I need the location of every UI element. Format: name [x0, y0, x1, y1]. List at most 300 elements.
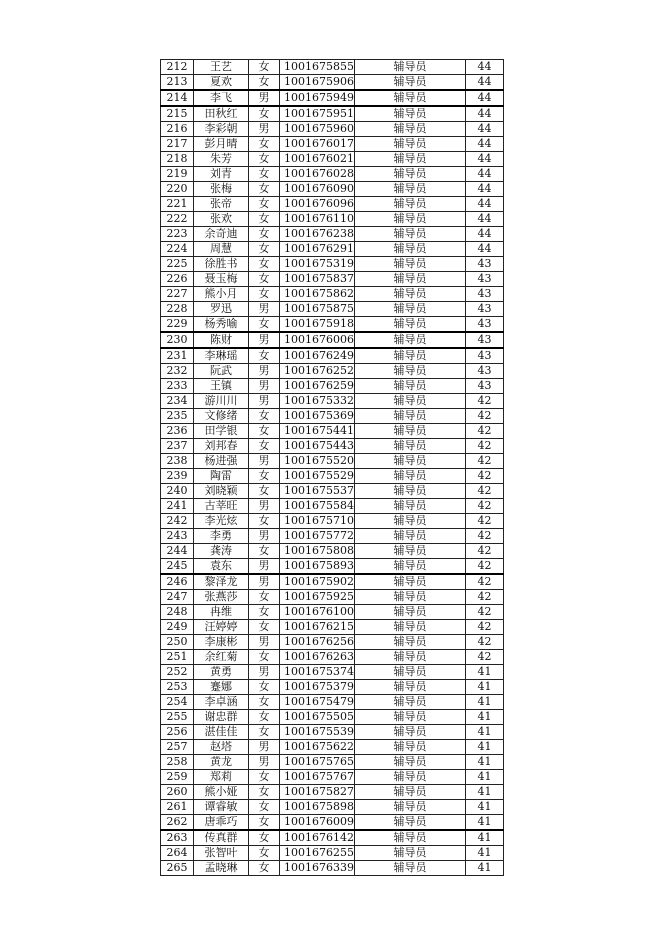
score-cell: 41 — [466, 725, 504, 740]
name-cell: 游川川 — [194, 394, 249, 409]
table-row — [161, 635, 504, 650]
gender-cell: 女 — [249, 60, 280, 75]
role-cell: 辅导员 — [355, 544, 466, 559]
role-cell: 辅导员 — [355, 167, 466, 182]
id-cell: 1001675837 — [280, 272, 355, 287]
role-cell: 辅导员 — [355, 364, 466, 379]
name-cell: 余红菊 — [194, 650, 249, 665]
gender-cell: 女 — [249, 409, 280, 424]
score-cell: 44 — [466, 212, 504, 227]
score-cell: 44 — [466, 242, 504, 257]
name-cell: 李光炫 — [194, 514, 249, 529]
table-row — [161, 454, 504, 469]
row-number: 228 — [161, 302, 194, 317]
id-cell: 1001675898 — [280, 800, 355, 815]
table-row — [161, 60, 504, 75]
table-row — [161, 514, 504, 529]
score-cell: 42 — [466, 469, 504, 484]
role-cell: 辅导员 — [355, 137, 466, 152]
id-cell: 1001676263 — [280, 650, 355, 665]
id-cell: 1001675862 — [280, 287, 355, 302]
name-cell: 张智叶 — [194, 846, 249, 861]
row-number: 250 — [161, 635, 194, 650]
row-number: 234 — [161, 394, 194, 409]
row-number: 213 — [161, 75, 194, 91]
name-cell: 余奇迪 — [194, 227, 249, 242]
table-row — [161, 529, 504, 544]
row-number: 256 — [161, 725, 194, 740]
name-cell: 传真群 — [194, 830, 249, 846]
score-cell: 41 — [466, 710, 504, 725]
score-cell: 41 — [466, 800, 504, 815]
table-row — [161, 212, 504, 227]
name-cell: 李琳瑶 — [194, 348, 249, 364]
id-cell: 1001675622 — [280, 740, 355, 755]
name-cell: 赵塔 — [194, 740, 249, 755]
table-row — [161, 348, 504, 364]
table-row — [161, 317, 504, 333]
gender-cell: 男 — [249, 635, 280, 650]
score-cell: 42 — [466, 499, 504, 514]
gender-cell: 女 — [249, 197, 280, 212]
name-cell: 李彩朝 — [194, 122, 249, 137]
role-cell: 辅导员 — [355, 725, 466, 740]
score-cell: 42 — [466, 514, 504, 529]
name-cell: 李飞 — [194, 90, 249, 106]
row-number: 215 — [161, 106, 194, 122]
table-row — [161, 590, 504, 605]
gender-cell: 女 — [249, 167, 280, 182]
role-cell: 辅导员 — [355, 75, 466, 91]
role-cell: 辅导员 — [355, 710, 466, 725]
role-cell: 辅导员 — [355, 529, 466, 544]
table-row — [161, 469, 504, 484]
table-row — [161, 424, 504, 439]
name-cell: 龚涛 — [194, 544, 249, 559]
table-row — [161, 242, 504, 257]
table-row — [161, 710, 504, 725]
id-cell: 1001675765 — [280, 755, 355, 770]
gender-cell: 女 — [249, 227, 280, 242]
row-number: 222 — [161, 212, 194, 227]
table-row — [161, 409, 504, 424]
table-row — [161, 650, 504, 665]
name-cell: 罗迅 — [194, 302, 249, 317]
role-cell: 辅导员 — [355, 106, 466, 122]
gender-cell: 女 — [249, 605, 280, 620]
score-cell: 41 — [466, 846, 504, 861]
table-row — [161, 106, 504, 122]
table-row — [161, 379, 504, 394]
row-number: 255 — [161, 710, 194, 725]
score-cell: 42 — [466, 439, 504, 454]
score-cell: 42 — [466, 605, 504, 620]
gender-cell: 女 — [249, 590, 280, 605]
name-cell: 彭月晴 — [194, 137, 249, 152]
name-cell: 周慧 — [194, 242, 249, 257]
name-cell: 谢忠群 — [194, 710, 249, 725]
id-cell: 1001676215 — [280, 620, 355, 635]
table-row — [161, 815, 504, 831]
row-number: 254 — [161, 695, 194, 710]
gender-cell: 男 — [249, 394, 280, 409]
name-cell: 黄龙 — [194, 755, 249, 770]
role-cell: 辅导员 — [355, 620, 466, 635]
gender-cell: 男 — [249, 90, 280, 106]
table-row — [161, 800, 504, 815]
gender-cell: 女 — [249, 317, 280, 333]
name-cell: 熊小娅 — [194, 785, 249, 800]
name-cell: 张燕莎 — [194, 590, 249, 605]
score-cell: 43 — [466, 379, 504, 394]
row-number: 240 — [161, 484, 194, 499]
name-cell: 郑莉 — [194, 770, 249, 785]
row-number: 212 — [161, 60, 194, 75]
name-cell: 张梅 — [194, 182, 249, 197]
row-number: 226 — [161, 272, 194, 287]
role-cell: 辅导员 — [355, 665, 466, 680]
id-cell: 1001675319 — [280, 257, 355, 272]
id-cell: 1001675710 — [280, 514, 355, 529]
id-cell: 1001675827 — [280, 785, 355, 800]
name-cell: 张帝 — [194, 197, 249, 212]
id-cell: 1001676006 — [280, 332, 355, 348]
gender-cell: 女 — [249, 695, 280, 710]
role-cell: 辅导员 — [355, 409, 466, 424]
id-cell: 1001675951 — [280, 106, 355, 122]
role-cell: 辅导员 — [355, 469, 466, 484]
score-cell: 42 — [466, 484, 504, 499]
id-cell: 1001676238 — [280, 227, 355, 242]
id-cell: 1001676291 — [280, 242, 355, 257]
name-cell: 朱芳 — [194, 152, 249, 167]
gender-cell: 女 — [249, 710, 280, 725]
gender-cell: 男 — [249, 364, 280, 379]
row-number: 264 — [161, 846, 194, 861]
role-cell: 辅导员 — [355, 60, 466, 75]
row-number: 253 — [161, 680, 194, 695]
row-number: 243 — [161, 529, 194, 544]
row-number: 224 — [161, 242, 194, 257]
role-cell: 辅导员 — [355, 740, 466, 755]
role-cell: 辅导员 — [355, 394, 466, 409]
gender-cell: 女 — [249, 815, 280, 831]
table-row — [161, 257, 504, 272]
id-cell: 1001675772 — [280, 529, 355, 544]
row-number: 223 — [161, 227, 194, 242]
gender-cell: 女 — [249, 212, 280, 227]
id-cell: 1001675374 — [280, 665, 355, 680]
table-row — [161, 755, 504, 770]
row-number: 249 — [161, 620, 194, 635]
gender-cell: 女 — [249, 469, 280, 484]
gender-cell: 女 — [249, 514, 280, 529]
gender-cell: 女 — [249, 439, 280, 454]
table-row — [161, 75, 504, 91]
gender-cell: 女 — [249, 287, 280, 302]
gender-cell: 女 — [249, 846, 280, 861]
row-number: 214 — [161, 90, 194, 106]
role-cell: 辅导员 — [355, 770, 466, 785]
name-cell: 李卓涵 — [194, 695, 249, 710]
gender-cell: 女 — [249, 725, 280, 740]
role-cell: 辅导员 — [355, 514, 466, 529]
role-cell: 辅导员 — [355, 439, 466, 454]
score-cell: 44 — [466, 137, 504, 152]
score-cell: 44 — [466, 75, 504, 91]
row-number: 261 — [161, 800, 194, 815]
row-number: 252 — [161, 665, 194, 680]
id-cell: 1001675441 — [280, 424, 355, 439]
name-cell: 文修绪 — [194, 409, 249, 424]
name-cell: 袁东 — [194, 559, 249, 575]
gender-cell: 女 — [249, 484, 280, 499]
role-cell: 辅导员 — [355, 227, 466, 242]
score-cell: 42 — [466, 409, 504, 424]
gender-cell: 男 — [249, 499, 280, 514]
name-cell: 夏欢 — [194, 75, 249, 91]
role-cell: 辅导员 — [355, 424, 466, 439]
row-number: 263 — [161, 830, 194, 846]
role-cell: 辅导员 — [355, 302, 466, 317]
name-cell: 湛佳佳 — [194, 725, 249, 740]
score-cell: 42 — [466, 394, 504, 409]
table-row — [161, 605, 504, 620]
name-cell: 田秋红 — [194, 106, 249, 122]
score-cell: 41 — [466, 695, 504, 710]
row-number: 227 — [161, 287, 194, 302]
gender-cell: 男 — [249, 302, 280, 317]
row-number: 221 — [161, 197, 194, 212]
score-cell: 44 — [466, 122, 504, 137]
role-cell: 辅导员 — [355, 680, 466, 695]
score-cell: 41 — [466, 755, 504, 770]
row-number: 229 — [161, 317, 194, 333]
id-cell: 1001675855 — [280, 60, 355, 75]
id-cell: 1001676028 — [280, 167, 355, 182]
id-cell: 1001675902 — [280, 574, 355, 590]
score-cell: 41 — [466, 830, 504, 846]
role-cell: 辅导员 — [355, 212, 466, 227]
id-cell: 1001675767 — [280, 770, 355, 785]
row-number: 259 — [161, 770, 194, 785]
score-cell: 43 — [466, 348, 504, 364]
score-cell: 44 — [466, 60, 504, 75]
role-cell: 辅导员 — [355, 454, 466, 469]
score-cell: 43 — [466, 317, 504, 333]
id-cell: 1001675479 — [280, 695, 355, 710]
id-cell: 1001675893 — [280, 559, 355, 575]
score-cell: 42 — [466, 544, 504, 559]
score-cell: 43 — [466, 302, 504, 317]
name-cell: 冉维 — [194, 605, 249, 620]
score-cell: 41 — [466, 770, 504, 785]
id-cell: 1001675539 — [280, 725, 355, 740]
score-cell: 42 — [466, 424, 504, 439]
score-cell: 41 — [466, 861, 504, 876]
id-cell: 1001676021 — [280, 152, 355, 167]
name-cell: 陈财 — [194, 332, 249, 348]
role-cell: 辅导员 — [355, 800, 466, 815]
name-cell: 阮武 — [194, 364, 249, 379]
score-cell: 43 — [466, 364, 504, 379]
table-row — [161, 394, 504, 409]
role-cell: 辅导员 — [355, 90, 466, 106]
gender-cell: 男 — [249, 332, 280, 348]
score-cell: 44 — [466, 182, 504, 197]
id-cell: 1001676255 — [280, 846, 355, 861]
gender-cell: 女 — [249, 137, 280, 152]
table-row — [161, 499, 504, 514]
table-row — [161, 620, 504, 635]
table-row — [161, 544, 504, 559]
gender-cell: 女 — [249, 620, 280, 635]
role-cell: 辅导员 — [355, 332, 466, 348]
row-number: 217 — [161, 137, 194, 152]
gender-cell: 女 — [249, 348, 280, 364]
role-cell: 辅导员 — [355, 484, 466, 499]
table-row — [161, 332, 504, 348]
name-cell: 刘邦春 — [194, 439, 249, 454]
role-cell: 辅导员 — [355, 574, 466, 590]
name-cell: 李勇 — [194, 529, 249, 544]
gender-cell: 男 — [249, 122, 280, 137]
id-cell: 1001675369 — [280, 409, 355, 424]
gender-cell: 男 — [249, 454, 280, 469]
role-cell: 辅导员 — [355, 846, 466, 861]
id-cell: 1001675505 — [280, 710, 355, 725]
role-cell: 辅导员 — [355, 287, 466, 302]
row-number: 235 — [161, 409, 194, 424]
id-cell: 1001675918 — [280, 317, 355, 333]
row-number: 230 — [161, 332, 194, 348]
gender-cell: 女 — [249, 830, 280, 846]
score-cell: 42 — [466, 559, 504, 575]
table-row — [161, 484, 504, 499]
name-cell: 孟晓琳 — [194, 861, 249, 876]
id-cell: 1001676017 — [280, 137, 355, 152]
row-number: 231 — [161, 348, 194, 364]
table-row — [161, 137, 504, 152]
row-number: 244 — [161, 544, 194, 559]
table-row — [161, 785, 504, 800]
role-cell: 辅导员 — [355, 182, 466, 197]
score-cell: 44 — [466, 152, 504, 167]
role-cell: 辅导员 — [355, 559, 466, 575]
name-cell: 王镇 — [194, 379, 249, 394]
id-cell: 1001675949 — [280, 90, 355, 106]
row-number: 239 — [161, 469, 194, 484]
row-number: 238 — [161, 454, 194, 469]
id-cell: 1001676252 — [280, 364, 355, 379]
row-number: 246 — [161, 574, 194, 590]
row-number: 257 — [161, 740, 194, 755]
name-cell: 陶雷 — [194, 469, 249, 484]
role-cell: 辅导员 — [355, 830, 466, 846]
row-number: 248 — [161, 605, 194, 620]
gender-cell: 女 — [249, 152, 280, 167]
row-number: 233 — [161, 379, 194, 394]
row-number: 216 — [161, 122, 194, 137]
gender-cell: 女 — [249, 424, 280, 439]
score-cell: 41 — [466, 680, 504, 695]
table-row — [161, 830, 504, 846]
score-cell: 42 — [466, 590, 504, 605]
name-cell: 黄勇 — [194, 665, 249, 680]
name-cell: 王艺 — [194, 60, 249, 75]
id-cell: 1001675584 — [280, 499, 355, 514]
id-cell: 1001675520 — [280, 454, 355, 469]
role-cell: 辅导员 — [355, 815, 466, 831]
table-row — [161, 439, 504, 454]
id-cell: 1001675808 — [280, 544, 355, 559]
row-number: 251 — [161, 650, 194, 665]
score-cell: 43 — [466, 332, 504, 348]
gender-cell: 女 — [249, 785, 280, 800]
gender-cell: 女 — [249, 861, 280, 876]
role-cell: 辅导员 — [355, 755, 466, 770]
name-cell: 李康彬 — [194, 635, 249, 650]
name-cell: 唐乖巧 — [194, 815, 249, 831]
id-cell: 1001676259 — [280, 379, 355, 394]
role-cell: 辅导员 — [355, 590, 466, 605]
role-cell: 辅导员 — [355, 499, 466, 514]
results-table — [160, 59, 504, 876]
role-cell: 辅导员 — [355, 152, 466, 167]
table-row — [161, 197, 504, 212]
id-cell: 1001675960 — [280, 122, 355, 137]
name-cell: 刘晓颖 — [194, 484, 249, 499]
id-cell: 1001675875 — [280, 302, 355, 317]
id-cell: 1001676096 — [280, 197, 355, 212]
score-cell: 41 — [466, 740, 504, 755]
name-cell: 田学银 — [194, 424, 249, 439]
score-cell: 44 — [466, 167, 504, 182]
id-cell: 1001675537 — [280, 484, 355, 499]
table-row — [161, 227, 504, 242]
id-cell: 1001675332 — [280, 394, 355, 409]
score-cell: 43 — [466, 257, 504, 272]
name-cell: 张欢 — [194, 212, 249, 227]
row-number: 219 — [161, 167, 194, 182]
role-cell: 辅导员 — [355, 605, 466, 620]
id-cell: 1001676142 — [280, 830, 355, 846]
score-cell: 44 — [466, 197, 504, 212]
gender-cell: 女 — [249, 800, 280, 815]
role-cell: 辅导员 — [355, 635, 466, 650]
id-cell: 1001676256 — [280, 635, 355, 650]
score-cell: 43 — [466, 272, 504, 287]
gender-cell: 女 — [249, 680, 280, 695]
table-row — [161, 740, 504, 755]
role-cell: 辅导员 — [355, 317, 466, 333]
gender-cell: 女 — [249, 182, 280, 197]
table-row — [161, 695, 504, 710]
role-cell: 辅导员 — [355, 785, 466, 800]
score-cell: 44 — [466, 227, 504, 242]
gender-cell: 男 — [249, 574, 280, 590]
score-cell: 42 — [466, 529, 504, 544]
row-number: 260 — [161, 785, 194, 800]
id-cell: 1001675379 — [280, 680, 355, 695]
score-cell: 42 — [466, 454, 504, 469]
role-cell: 辅导员 — [355, 348, 466, 364]
id-cell: 1001675529 — [280, 469, 355, 484]
name-cell: 黎泽龙 — [194, 574, 249, 590]
table-row — [161, 770, 504, 785]
name-cell: 刘青 — [194, 167, 249, 182]
role-cell: 辅导员 — [355, 650, 466, 665]
